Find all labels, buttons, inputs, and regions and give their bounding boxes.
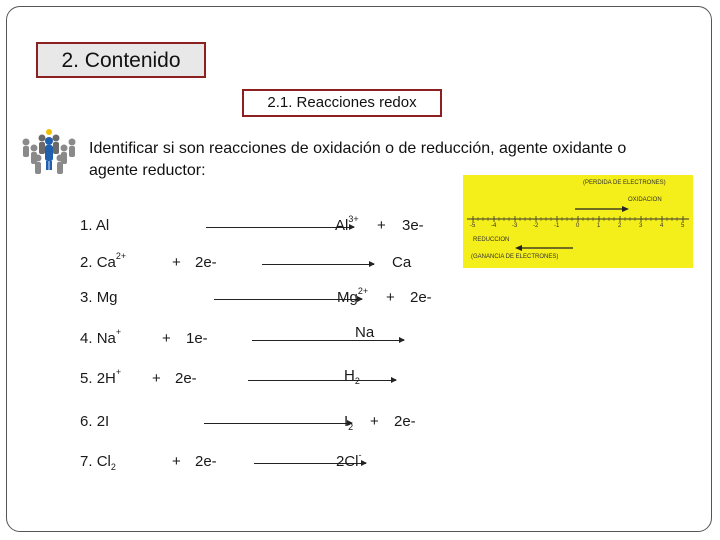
plus-sign: + <box>172 254 181 271</box>
electrons-term: 1e- <box>186 330 208 347</box>
scale-label-oxidation: OXIDACION <box>628 197 662 203</box>
scale-number: -3 <box>512 223 518 229</box>
scale-number: 5 <box>681 223 685 229</box>
reaction-arrow <box>262 264 374 265</box>
reaction-reactant: Mg <box>96 289 118 306</box>
reaction-arrow <box>252 340 404 341</box>
oxidation-reduction-scale <box>463 175 693 268</box>
reaction-product: 2Cl <box>336 453 359 470</box>
instructions-text: Identificar si son reacciones de oxidación o de reducción, agente oxidante o agente reductor: <box>89 140 627 179</box>
reaction-number: 6. <box>80 413 93 430</box>
plus-sign: + <box>377 217 386 234</box>
charge-superscript: - <box>358 450 362 460</box>
electrons-term: 2e- <box>394 413 416 430</box>
reaction-number: 4. <box>80 330 93 347</box>
reaction-4 <box>80 324 460 354</box>
reaction-3 <box>80 286 460 313</box>
electrons-term: 2e- <box>410 289 432 306</box>
reaction-7 <box>80 450 460 477</box>
reaction-1 <box>80 214 460 241</box>
charge-superscript: + <box>115 367 122 377</box>
reaction-reactant: 2I <box>96 413 110 430</box>
reaction-product: Al <box>335 217 349 234</box>
scale-number: -2 <box>533 223 539 229</box>
reaction-product: Na <box>355 324 375 341</box>
scale-label-gain: (GANANCIA DE ELECTRONES) <box>471 254 559 260</box>
reaction-product: Ca <box>392 254 412 271</box>
subscript: 2 <box>110 462 116 472</box>
scale-number: 1 <box>597 223 601 229</box>
reaction-reactant: Na <box>96 330 116 347</box>
scale-number: -1 <box>554 223 560 229</box>
section-subtitle: 2.1. Reacciones redox <box>242 89 442 117</box>
reaction-reactant: Cl <box>96 453 111 470</box>
scale-number: 0 <box>576 223 580 229</box>
plus-sign: + <box>386 289 395 306</box>
reaction-number: 3. <box>80 289 93 306</box>
charge-superscript: 3+ <box>348 214 359 224</box>
reaction-reactant: Al <box>95 217 110 234</box>
charge-superscript: + <box>115 327 122 337</box>
subscript: 2 <box>354 376 360 386</box>
scale-number: 3 <box>639 223 643 229</box>
electrons-term: 3e- <box>402 217 424 234</box>
scale-number: 4 <box>660 223 664 229</box>
scale-number: -4 <box>491 223 497 229</box>
reaction-number: 7. <box>80 453 93 470</box>
reaction-2 <box>80 251 460 278</box>
reaction-product: Mg <box>337 289 358 306</box>
scale-label-loss: (PERDIDA DE ELECTRONES) <box>583 180 666 186</box>
reaction-arrow <box>248 380 396 381</box>
plus-sign: + <box>370 413 379 430</box>
scale-number: 2 <box>618 223 622 229</box>
reaction-arrow <box>206 227 354 228</box>
reaction-product: H <box>344 367 355 384</box>
electrons-term: 2e- <box>175 370 197 387</box>
reaction-5 <box>80 367 460 394</box>
reaction-reactant: Ca <box>96 254 116 271</box>
scale-number: -5 <box>470 223 476 229</box>
reaction-number: 2. <box>80 254 93 271</box>
slide-title: 2. Contenido <box>36 42 206 78</box>
charge-superscript: 2+ <box>115 251 127 261</box>
reaction-6 <box>80 413 460 437</box>
reaction-reactant: 2H <box>96 370 116 387</box>
scale-label-reduction: REDUCCION <box>473 237 510 243</box>
reaction-product: I <box>344 413 349 430</box>
plus-sign: + <box>172 453 181 470</box>
plus-sign: + <box>152 370 161 387</box>
electrons-term: 2e- <box>195 453 217 470</box>
charge-superscript: 2+ <box>357 286 369 296</box>
reaction-number: 5. <box>80 370 93 387</box>
people-group-icon <box>18 128 80 178</box>
reaction-number: 1. <box>80 217 93 234</box>
electrons-term: 2e- <box>195 254 217 271</box>
subscript: 2 <box>348 422 354 432</box>
plus-sign: + <box>162 330 171 347</box>
reaction-arrow <box>204 423 352 424</box>
